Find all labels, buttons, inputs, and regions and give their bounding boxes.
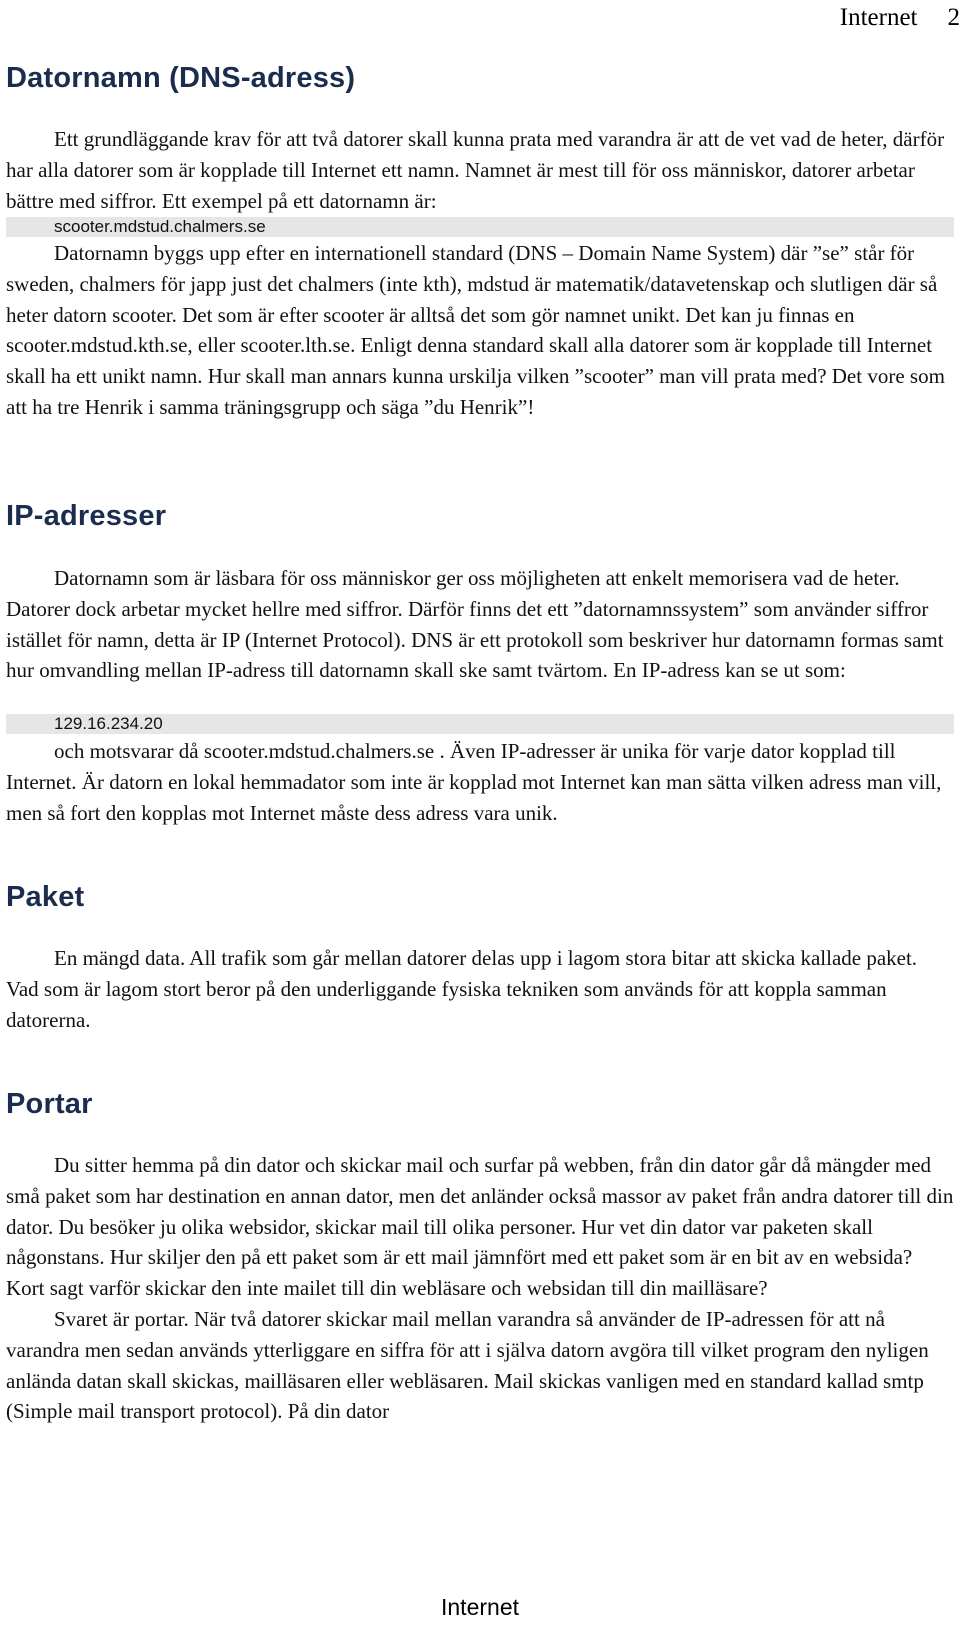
paragraph: Du sitter hemma på din dator och skickar mail och surfar på webben, från din dator går då mängder med små paket som har destination en annan dator, men det anländer också massor av paket från andra datorer till din dator. Du besöker ju olika websidor, skickar mail till olika personer. Hur vet din dator var paketen skall någonstans. Hur skiljer den på ett paket som är ett mail jämnfört med ett paket som är en bit av en websida? Kort sagt varför skickar den inte mailet till din webläsare och websidan till din mailläsare? [6,1153,954,1301]
section-datornamn-intro [6,124,954,216]
paragraph: Ett grundläggande krav för att två datorer skall kunna prata med varandra är att de vet vad de heter, därför har alla datorer som är kopplade till Internet ett namn. Namnet är mest till för oss människor, datorer arbetar bättre med siffror. Ett exempel på ett datornamn är: [6,127,945,213]
section-heading-paket: Paket [6,881,85,913]
dns-name-example [6,217,954,237]
section-ip-body [6,736,954,828]
running-header [560,2,960,34]
paragraph: Datornamn byggs upp efter en internationell standard (DNS – Domain Name System) där ”se” står för sweden, chalmers för japp just det chalmers (inte kth), mdstud är matematik/datavetenskap och slutligen där så heter datorn scooter. Det som är efter scooter är alltså det som gör namnet unikt. Det kan ju finnas en scooter.mdstud.kth.se, eller scooter.lth.se. Enligt denna standard skall alla datorer som är kopplade till Internet skall ha ett unikt namn. Hur skall man annars kunna urskilja vilken ”scooter” man vill prata med? Det vore som att ha tre Henrik i samma träningsgrupp och säga ”du Henrik”! [6,241,945,419]
section-paket-body [6,943,954,1035]
paragraph: Datornamn som är läsbara för oss människor ger oss möjligheten att enkelt memorisera vad de heter. Datorer dock arbetar mycket hellre med siffror. Därför finns det ett ”datornamnssystem” som använder siffror istället för namn, detta är IP (Internet Protocol). DNS är ett protokoll som beskriver hur datornamn formas samt hur omvandling mellan IP-adress till datornamn skall ske samt tvärtom. En IP-adress kan se ut som: [6,566,944,683]
example-text: scooter.mdstud.chalmers.se [54,217,266,236]
ip-address-example [6,714,954,734]
section-heading-portar: Portar [6,1088,93,1120]
header-title: Internet [839,4,918,31]
paragraph: En mängd data. All trafik som går mellan datorer delas upp i lagom stora bitar att skicka kallade paket. Vad som är lagom stort beror på den underliggande fysiska tekniken som används för att koppla samman datorerna. [6,946,918,1032]
section-portar-body [6,1150,954,1427]
running-footer: Internet [441,1594,519,1620]
paragraph: och motsvarar då scooter.mdstud.chalmers.se . Även IP-adresser är unika för varje dator kopplad till Internet. Är datorn en lokal hemmadator som inte är kopplad mot Internet kan man sätta vilken adress man vill, men så fort den kopplas mot Internet måste dess adress vara unik. [6,739,942,825]
section-heading-ip-adresser: IP-adresser [6,500,167,532]
example-text: 129.16.234.20 [54,714,163,733]
section-ip-intro [6,563,954,686]
paragraph: Svaret är portar. När två datorer skickar mail mellan varandra så använder de IP-adressen för att nå varandra men sedan används ytterliggare en siffra för att i själva datorn avgöra till vilket program den nyligen anlända datan skall skickas, mailläsaren eller webläsaren. Mail skickas vanligen med en standard kallad smtp (Simple mail transport protocol). På din dator [6,1306,929,1424]
section-datornamn-body [6,238,954,423]
section-heading-datornamn: Datornamn (DNS-adress) [6,62,356,94]
page-number: 2 [947,4,960,31]
